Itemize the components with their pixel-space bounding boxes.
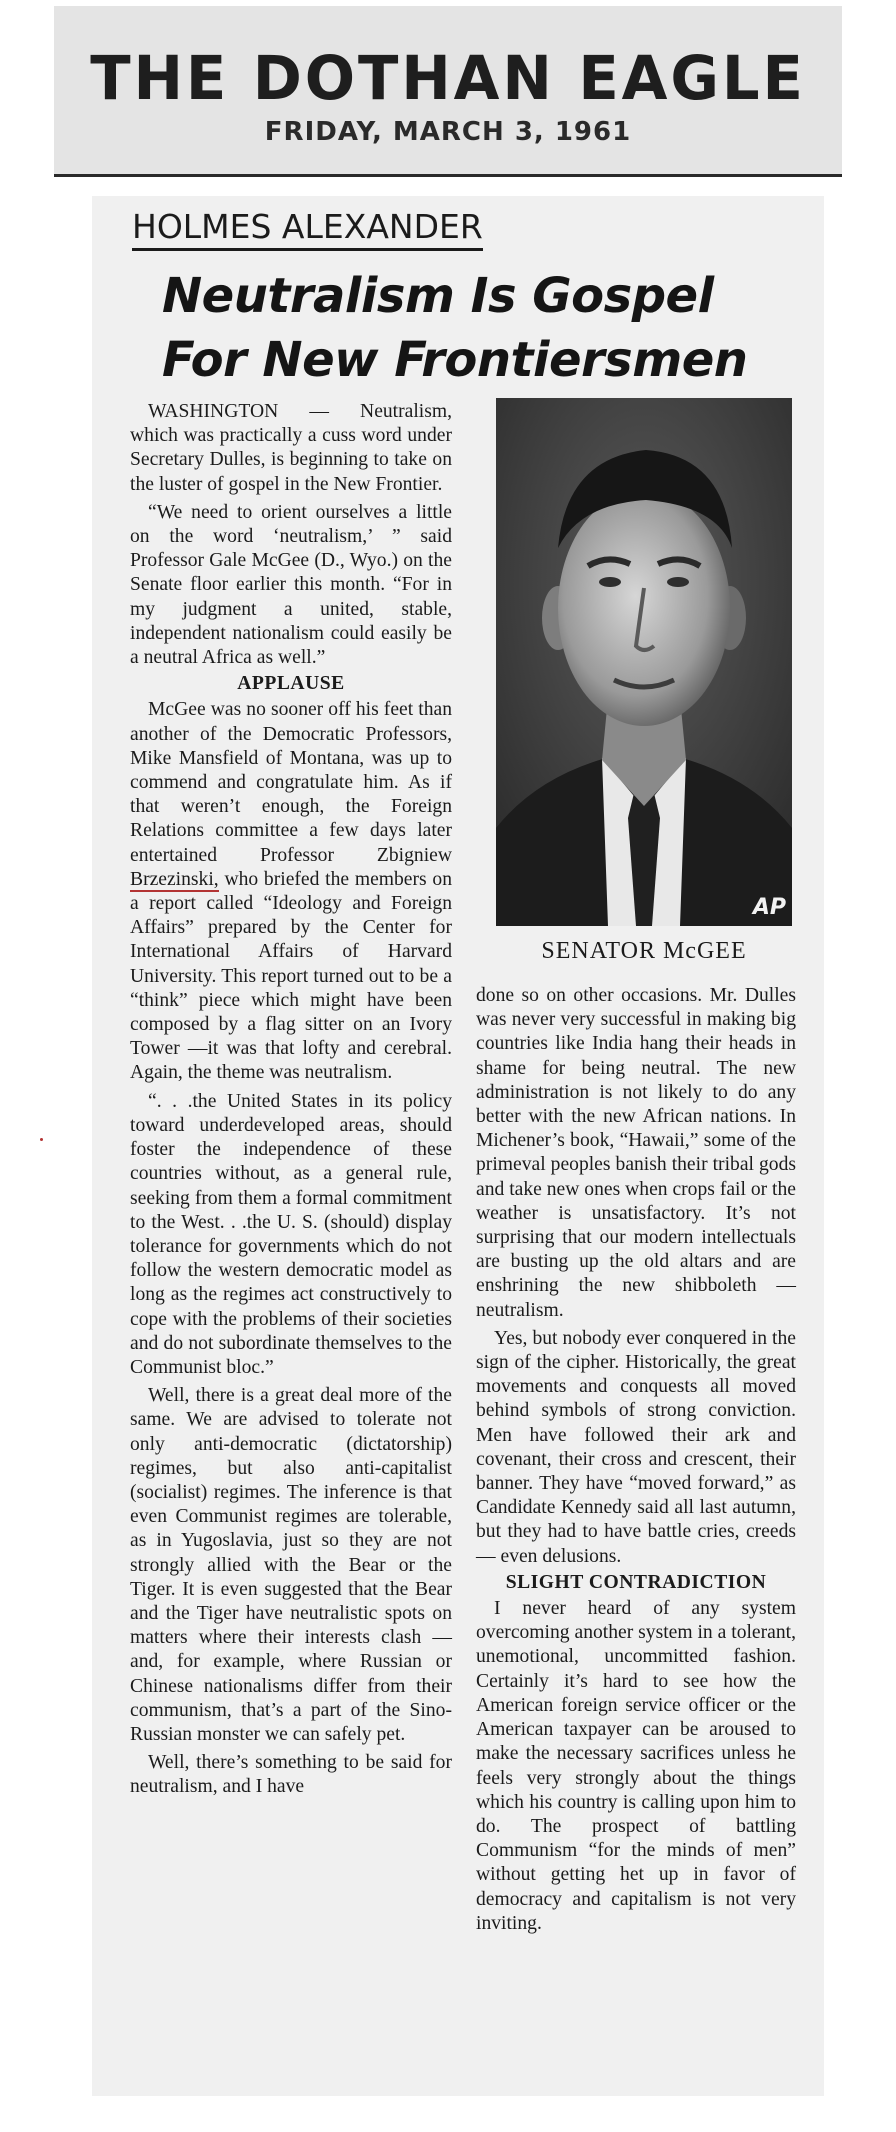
masthead <box>54 6 842 177</box>
senator-photo <box>496 398 792 926</box>
subhead: APPLAUSE <box>237 673 345 695</box>
headline-line-1: Neutralism Is Gospel <box>162 268 714 324</box>
underlined-name: Brzezinski, <box>130 868 219 890</box>
subhead: SLIGHT CONTRADICTION <box>505 1571 767 1593</box>
headline <box>162 264 747 392</box>
headline-line-2: For New Frontiersmen <box>162 332 748 388</box>
article-column-right <box>476 984 796 1936</box>
ink-speck <box>40 1138 43 1141</box>
article-paragraph: WASHINGTON — Neutralism, which was practically a cuss word under Secretary Dulles, is beginning to take on the luster of gospel in the New Frontier. <box>130 401 452 495</box>
article-paragraph: Yes, but nobody ever conquered in the sign of the cipher. Historically, the great movements and conquests all moved behind symbols of strong conviction. Men have followed their ark and covenant, their cross and crescent, their banner. They have “moved forward,” as Candidate Kennedy said all last autumn, but they had to have battle cries, creeds — even delusions. <box>476 1327 796 1567</box>
article-paragraph: I never heard of any system overcoming another system in a tolerant, unemotional, uncommitted fashion. Certainly it’s hard to see how the American foreign service officer or the American taxpayer can be aroused to make the necessary sacrifices unless he feels very strongly about the things which his country is calling upon him to do. The prospect of battling Communism “for the minds of men” without getting het up in favor of democracy and capitalism is not very inviting. <box>476 1598 796 1934</box>
portrait-illustration <box>496 398 792 926</box>
issue-date: FRIDAY, MARCH 3, 1961 <box>264 117 632 147</box>
photo-caption: SENATOR McGEE <box>541 938 747 964</box>
newspaper-title: THE DOTHAN EAGLE <box>90 43 806 114</box>
photo-credit-ap: AP <box>752 895 786 920</box>
article-paragraph: “We need to orient ourselves a little on the word ‘neutralism,’ ” said Professor Gale McGee (D., Wyo.) on the Senate floor earlier this month. “For in my judgment a united, stable, independent nationalism could easily be a neutral Africa as well.” <box>130 501 452 669</box>
article-column-left <box>130 400 452 1800</box>
article-paragraph: Well, there’s something to be said for neutralism, and I have <box>130 1752 452 1798</box>
article-clipping <box>92 196 824 2096</box>
article-paragraph: done so on other occasions. Mr. Dulles was never very successful in making big countries like India hang their heads in shame for being neutral. The new administration is not likely to do any better with the new African nations. In Michener’s book, “Hawaii,” some of the primeval peoples banish their tribal gods and take new ones when crops fail or the weather is unsatisfactory. It’s not surprising that our modern intellectuals are busting up the old altars and are enshrining the new shibboleth — neutralism. <box>476 985 796 1321</box>
article-paragraph: Well, there is a great deal more of the same. We are advised to tolerate not only anti-democratic (dictatorship) regimes, but also anti-capitalist (socialist) regimes. The inference is that even Communist regimes are tolerable, as in Yugoslavia, just so they are not strongly allied with the Bear or the Tiger. It is even suggested that the Bear and the Tiger have neutralistic spots on matters where their interests clash — and, for example, where Russian or Chinese nationalisms differ from their communism, that’s a part of the Sino-Russian monster we can safely pet. <box>130 1385 452 1745</box>
article-paragraph: “. . .the United States in its policy toward underdeveloped areas, should foster the independence of these countries without, as a general rule, seeking from them a formal commitment to the West. . .the U. S. (should) display tolerance for governments which do not follow the western democratic model as long as the regimes act constructively to cope with the problems of their societies and do not subordinate themselves to the Communist bloc.” <box>130 1090 452 1378</box>
article-paragraph: McGee was no sooner off his feet than another of the Democratic Professors, Mike Mansfield of Montana, was up to commend and congratulate him. As if that weren’t enough, the Foreign Relations committee a few days later entertained Professor Zbigniew Brzezinski, who briefed the members on a report called “Ideology and Foreign Affairs” prepared by the Center for International Affairs of Harvard University. This report turned out to be a “think” piece which might have been composed by a flag sitter on an Ivory Tower —it was that lofty and cerebral. Again, the theme was neutralism. <box>130 699 452 1084</box>
column-byline: HOLMES ALEXANDER <box>132 210 483 251</box>
